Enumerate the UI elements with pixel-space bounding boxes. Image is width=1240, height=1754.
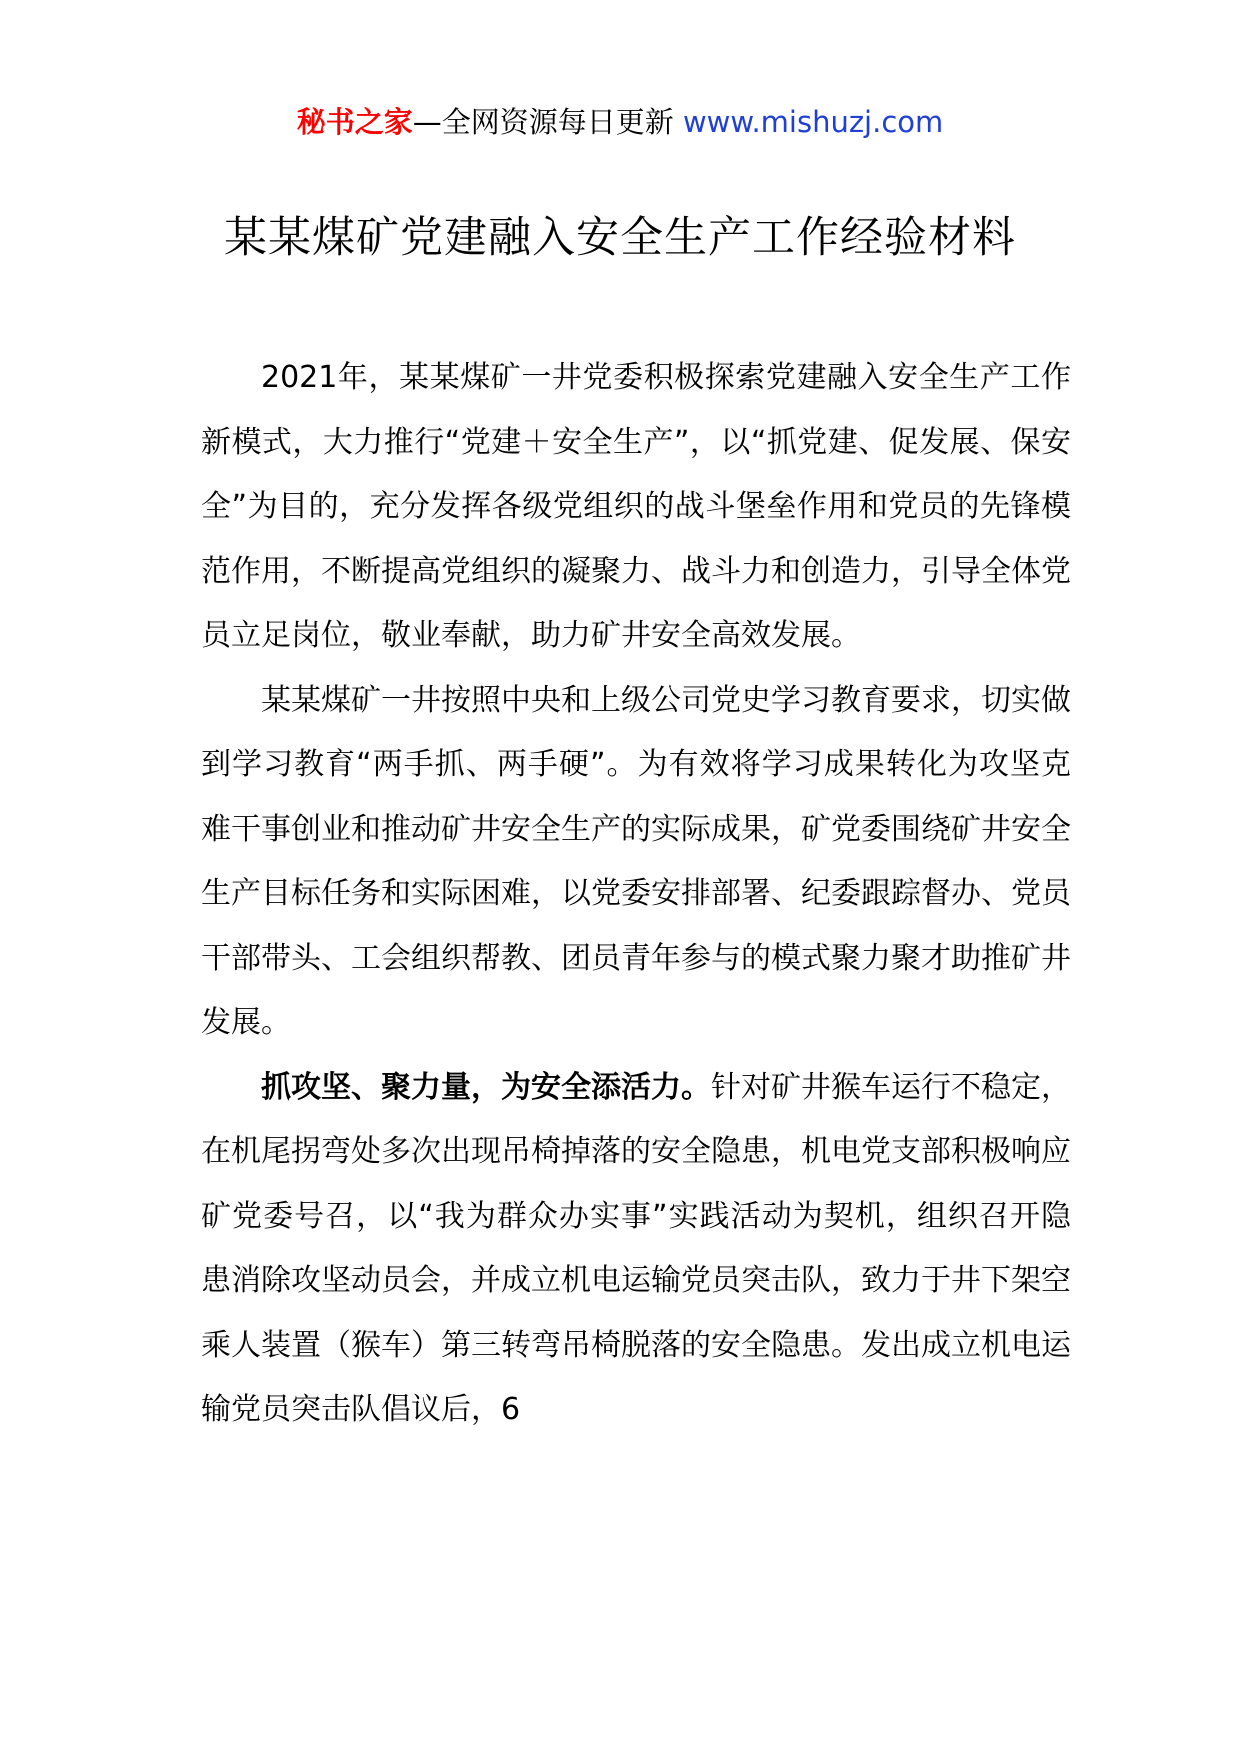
paragraph-2: [201, 669, 1071, 1056]
document-title: 某某煤矿党建融入安全生产工作经验材料: [224, 213, 1016, 263]
paragraph-3: [201, 1056, 1071, 1443]
paragraph-lead: 抓攻坚、聚力量，为安全添活力。: [261, 1069, 711, 1105]
page-header: [0, 102, 1240, 142]
document-body: [201, 346, 1071, 1443]
paragraph-text: 某某煤矿一井按照中央和上级公司党史学习教育要求，切实做到学习教育“两手抓、两手硬”。为有效将学习成果转化为攻坚克难干事创业和推动矿井安全生产的实际成果，矿党委围绕矿井安全生产目标任务和实际困难，以党委安排部署、纪委跟踪督办、党员干部带头、工会组织帮教、团员青年参与的模式聚力聚才助推矿井发展。: [201, 682, 1071, 1040]
header-tagline: —全网资源每日更新: [412, 105, 674, 139]
paragraph-1: [201, 346, 1071, 669]
paragraph-text: 2021年，某某煤矿一井党委积极探索党建融入安全生产工作新模式，大力推行“党建＋安全生产”，以“抓党建、促发展、保安全”为目的，充分发挥各级党组织的战斗堡垒作用和党员的先锋模范作用，不断提高党组织的凝聚力、战斗力和创造力，引导全体党员立足岗位，敬业奉献，助力矿井安全高效发展。: [201, 360, 1071, 653]
brand-name: 秘书之家: [296, 105, 413, 139]
paragraph-text: 针对矿井猴车运行不稳定，在机尾拐弯处多次出现吊椅掉落的安全隐患，机电党支部积极响应矿党委号召，以“我为群众办实事”实践活动为契机，组织召开隐患消除攻坚动员会，并成立机电运输党员突击队，致力于井下架空乘人装置（猴车）第三转弯吊椅脱落的安全隐患。发出成立机电运输党员突击队倡议后，6: [201, 1069, 1071, 1427]
website-link[interactable]: www.mishuzj.com: [682, 105, 944, 139]
